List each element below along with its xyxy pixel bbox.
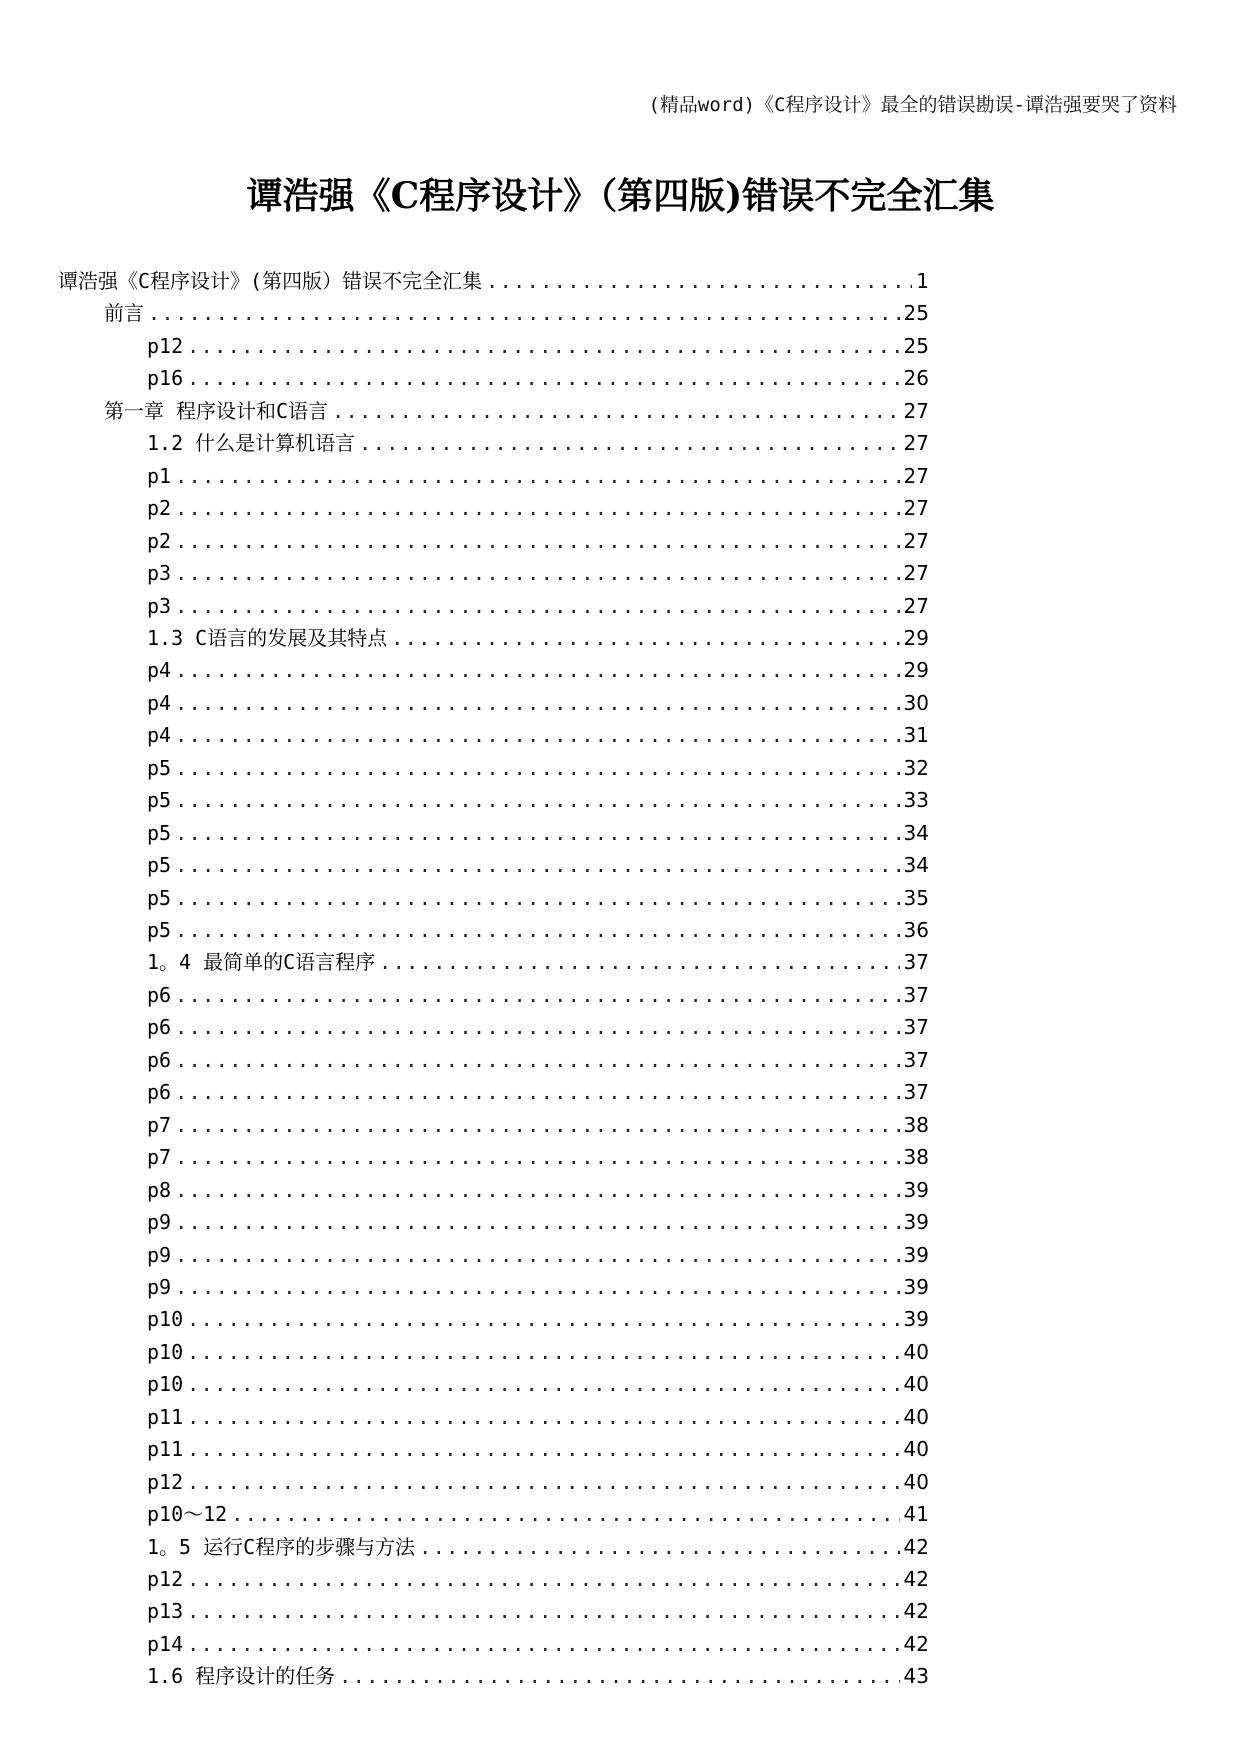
- toc-dot-leader: [379, 947, 899, 977]
- toc-entry[interactable]: [147, 883, 929, 913]
- toc-dot-leader: [175, 461, 899, 491]
- toc-dot-leader: [486, 266, 912, 296]
- toc-dot-leader: [187, 1402, 899, 1432]
- toc-entry-page-number: 39: [903, 1307, 929, 1332]
- toc-dot-leader: [175, 558, 899, 588]
- toc-entry-label: p5: [147, 918, 172, 942]
- toc-dot-leader: [175, 1207, 899, 1237]
- toc-entry-label: p10: [147, 1307, 184, 1332]
- toc-entry-page-number: 27: [903, 463, 929, 488]
- toc-entry-label: p5: [147, 755, 172, 780]
- toc-entry-label: p5: [147, 820, 172, 845]
- toc-entry[interactable]: [147, 1532, 929, 1562]
- toc-entry[interactable]: [104, 396, 929, 426]
- toc-entry-label: p12: [147, 333, 184, 358]
- toc-dot-leader: [175, 1175, 899, 1205]
- toc-entry[interactable]: [147, 1272, 929, 1302]
- toc-entry-label: 1。5 运行C程序的步骤与方法: [147, 1534, 416, 1559]
- toc-entry[interactable]: [147, 818, 929, 848]
- toc-entry[interactable]: [147, 720, 929, 750]
- toc-entry-label: 谭浩强《C程序设计》(第四版）错误不完全汇集: [58, 269, 483, 293]
- toc-entry[interactable]: [58, 266, 929, 296]
- page-header: (精品word)《C程序设计》最全的错误勘误-谭浩强要哭了资料: [648, 94, 1177, 116]
- toc-entry-label: p6: [147, 982, 172, 1007]
- toc-entry[interactable]: [147, 850, 929, 880]
- toc-dot-leader: [175, 1012, 899, 1042]
- toc-entry[interactable]: [147, 1564, 929, 1594]
- toc-dot-leader: [175, 785, 899, 815]
- toc-entry[interactable]: [147, 915, 929, 945]
- toc-entry-page-number: 25: [903, 301, 929, 326]
- toc-entry[interactable]: [147, 1304, 929, 1334]
- toc-entry-label: 1。4 最简单的C语言程序: [147, 950, 376, 975]
- toc-dot-leader: [231, 1499, 899, 1529]
- toc-entry[interactable]: [147, 1629, 929, 1659]
- toc-entry[interactable]: [147, 526, 929, 556]
- toc-entry-label: p11: [147, 1437, 184, 1462]
- toc-entry-page-number: 27: [903, 528, 929, 553]
- toc-entry-page-number: 32: [903, 755, 929, 780]
- toc-entry[interactable]: [147, 785, 929, 815]
- toc-entry-page-number: 37: [903, 982, 929, 1007]
- toc-entry-page-number: 40: [903, 1339, 929, 1364]
- toc-entry-label: p4: [147, 658, 172, 683]
- toc-entry-label: 第一章 程序设计和C语言: [104, 398, 329, 423]
- toc-entry-label: p2: [147, 496, 172, 521]
- toc-entry-page-number: 25: [903, 333, 929, 358]
- toc-dot-leader: [175, 720, 899, 750]
- toc-entry-page-number: 39: [903, 1210, 929, 1235]
- toc-dot-leader: [175, 1142, 899, 1172]
- toc-entry[interactable]: [147, 1661, 929, 1691]
- toc-entry-label: p10: [147, 1339, 184, 1364]
- toc-dot-leader: [187, 1369, 899, 1399]
- toc-entry-page-number: 37: [903, 1080, 929, 1105]
- toc-entry-label: p11: [147, 1404, 184, 1429]
- toc-dot-leader: [332, 396, 899, 426]
- toc-entry-label: p2: [147, 528, 172, 553]
- toc-entry[interactable]: [147, 655, 929, 685]
- toc-entry-label: 1.2 什么是计算机语言: [147, 431, 356, 456]
- toc-dot-leader: [175, 753, 899, 783]
- toc-entry-page-number: 34: [903, 820, 929, 845]
- toc-entry-page-number: 31: [903, 723, 929, 748]
- toc-entry-page-number: 38: [903, 1145, 929, 1170]
- toc-dot-leader: [175, 1272, 899, 1302]
- toc-entry-label: p7: [147, 1112, 172, 1137]
- toc-entry[interactable]: [147, 1012, 929, 1042]
- toc-entry-page-number: 29: [903, 658, 929, 683]
- toc-dot-leader: [391, 623, 899, 653]
- toc-dot-leader: [175, 915, 899, 945]
- toc-entry-page-number: 40: [903, 1469, 929, 1494]
- toc-entry-label: p3: [147, 561, 172, 586]
- toc-dot-leader: [175, 1077, 899, 1107]
- toc-entry-page-number: 40: [903, 1437, 929, 1462]
- toc-entry-page-number: 41: [903, 1502, 929, 1527]
- toc-dot-leader: [339, 1661, 899, 1691]
- toc-entry[interactable]: [147, 1596, 929, 1626]
- toc-dot-leader: [175, 526, 899, 556]
- toc-entry-page-number: 39: [903, 1242, 929, 1267]
- toc-dot-leader: [187, 1564, 899, 1594]
- toc-entry[interactable]: [147, 1402, 929, 1432]
- toc-dot-leader: [187, 363, 899, 393]
- toc-entry-label: p1: [147, 463, 172, 488]
- toc-entry-page-number: 27: [903, 431, 929, 456]
- toc-entry-page-number: 27: [903, 496, 929, 521]
- toc-entry[interactable]: [147, 493, 929, 523]
- toc-entry-label: p4: [147, 690, 172, 715]
- toc-entry-label: 1.6 程序设计的任务: [147, 1664, 336, 1689]
- toc-entry-label: p7: [147, 1145, 172, 1170]
- toc-entry-label: p5: [147, 885, 172, 910]
- toc-entry-page-number: 42: [903, 1534, 929, 1559]
- toc-entry[interactable]: [147, 947, 929, 977]
- toc-entry-page-number: 30: [903, 690, 929, 715]
- toc-entry[interactable]: [147, 1077, 929, 1107]
- toc-entry-page-number: 27: [903, 561, 929, 586]
- toc-entry[interactable]: [147, 753, 929, 783]
- toc-entry-page-number: 40: [903, 1404, 929, 1429]
- toc-dot-leader: [419, 1532, 899, 1562]
- toc-entry[interactable]: [147, 1207, 929, 1237]
- toc-dot-leader: [175, 591, 899, 621]
- toc-dot-leader: [175, 1240, 899, 1270]
- toc-entry[interactable]: [147, 1434, 929, 1464]
- document-title: 谭浩强《C程序设计》（第四版)错误不完全汇集: [246, 175, 995, 217]
- toc-dot-leader: [187, 1467, 899, 1497]
- toc-entry[interactable]: [147, 331, 929, 361]
- toc-entry-page-number: 1: [916, 269, 929, 293]
- toc-dot-leader: [187, 1434, 899, 1464]
- toc-entry[interactable]: [147, 1045, 929, 1075]
- toc-entry-label: 1.3 C语言的发展及其特点: [147, 625, 388, 650]
- toc-entry[interactable]: [147, 558, 929, 588]
- toc-dot-leader: [187, 1304, 899, 1334]
- toc-entry[interactable]: [147, 1175, 929, 1205]
- toc-entry-label: p9: [147, 1242, 172, 1267]
- toc-entry-label: p9: [147, 1274, 172, 1299]
- toc-dot-leader: [175, 980, 899, 1010]
- toc-entry-label: p12: [147, 1469, 184, 1494]
- toc-entry[interactable]: [147, 1110, 929, 1140]
- toc-dot-leader: [187, 1337, 899, 1367]
- toc-entry-page-number: 42: [903, 1567, 929, 1591]
- toc-entry-page-number: 33: [903, 788, 929, 813]
- toc-dot-leader: [359, 428, 899, 458]
- toc-entry[interactable]: [147, 1467, 929, 1497]
- toc-dot-leader: [175, 493, 899, 523]
- toc-dot-leader: [148, 298, 900, 328]
- toc-entry-page-number: 29: [903, 625, 929, 650]
- toc-entry-label: p10～12: [147, 1502, 228, 1527]
- toc-dot-leader: [175, 818, 899, 848]
- toc-entry[interactable]: [147, 461, 929, 491]
- toc-entry-label: p13: [147, 1599, 184, 1624]
- toc-entry[interactable]: [147, 1369, 929, 1399]
- toc-entry-page-number: 37: [903, 950, 929, 975]
- toc-entry-page-number: 42: [903, 1599, 929, 1624]
- toc-entry-label: p6: [147, 1015, 172, 1040]
- toc-entry-page-number: 43: [903, 1664, 929, 1689]
- toc-dot-leader: [175, 850, 899, 880]
- toc-entry-label: p5: [147, 853, 172, 878]
- toc-entry-page-number: 36: [903, 918, 929, 942]
- toc-entry-page-number: 27: [903, 593, 929, 618]
- toc-dot-leader: [175, 655, 899, 685]
- toc-entry[interactable]: [147, 1499, 929, 1529]
- toc-entry-label: p16: [147, 366, 184, 391]
- toc-entry-label: p8: [147, 1177, 172, 1202]
- toc-entry-page-number: 40: [903, 1372, 929, 1397]
- toc-entry-page-number: 37: [903, 1015, 929, 1040]
- toc-dot-leader: [175, 688, 899, 718]
- toc-entry-page-number: 42: [903, 1631, 929, 1656]
- toc-dot-leader: [175, 883, 899, 913]
- toc-entry[interactable]: [147, 591, 929, 621]
- toc-entry-page-number: 34: [903, 853, 929, 878]
- toc-entry-page-number: 35: [903, 885, 929, 910]
- toc-entry[interactable]: [147, 688, 929, 718]
- toc-entry-page-number: 26: [903, 366, 929, 391]
- toc-entry-label: p6: [147, 1080, 172, 1105]
- toc-entry-label: p5: [147, 788, 172, 813]
- toc-entry[interactable]: [147, 363, 929, 393]
- toc-entry[interactable]: [147, 623, 929, 653]
- toc-dot-leader: [187, 1596, 899, 1626]
- toc-entry[interactable]: [147, 1337, 929, 1367]
- toc-entry-label: p6: [147, 1047, 172, 1072]
- toc-entry-page-number: 39: [903, 1274, 929, 1299]
- toc-dot-leader: [187, 1629, 899, 1659]
- toc-entry[interactable]: [147, 1240, 929, 1270]
- toc-entry-page-number: 37: [903, 1047, 929, 1072]
- toc-entry-label: p12: [147, 1567, 184, 1591]
- toc-entry-label: p3: [147, 593, 172, 618]
- toc-entry[interactable]: [104, 298, 929, 328]
- toc-entry-label: p14: [147, 1631, 184, 1656]
- toc-dot-leader: [175, 1045, 899, 1075]
- toc-entry[interactable]: [147, 980, 929, 1010]
- toc-entry-page-number: 38: [903, 1112, 929, 1137]
- toc-entry[interactable]: [147, 428, 929, 458]
- toc-entry-label: 前言: [104, 301, 144, 326]
- toc-entry-label: p10: [147, 1372, 184, 1397]
- toc-entry-page-number: 27: [903, 398, 929, 423]
- toc-dot-leader: [175, 1110, 899, 1140]
- toc-entry[interactable]: [147, 1142, 929, 1172]
- toc-entry-label: p4: [147, 723, 172, 748]
- toc-entry-label: p9: [147, 1210, 172, 1235]
- toc-dot-leader: [187, 331, 899, 361]
- toc-entry-page-number: 39: [903, 1177, 929, 1202]
